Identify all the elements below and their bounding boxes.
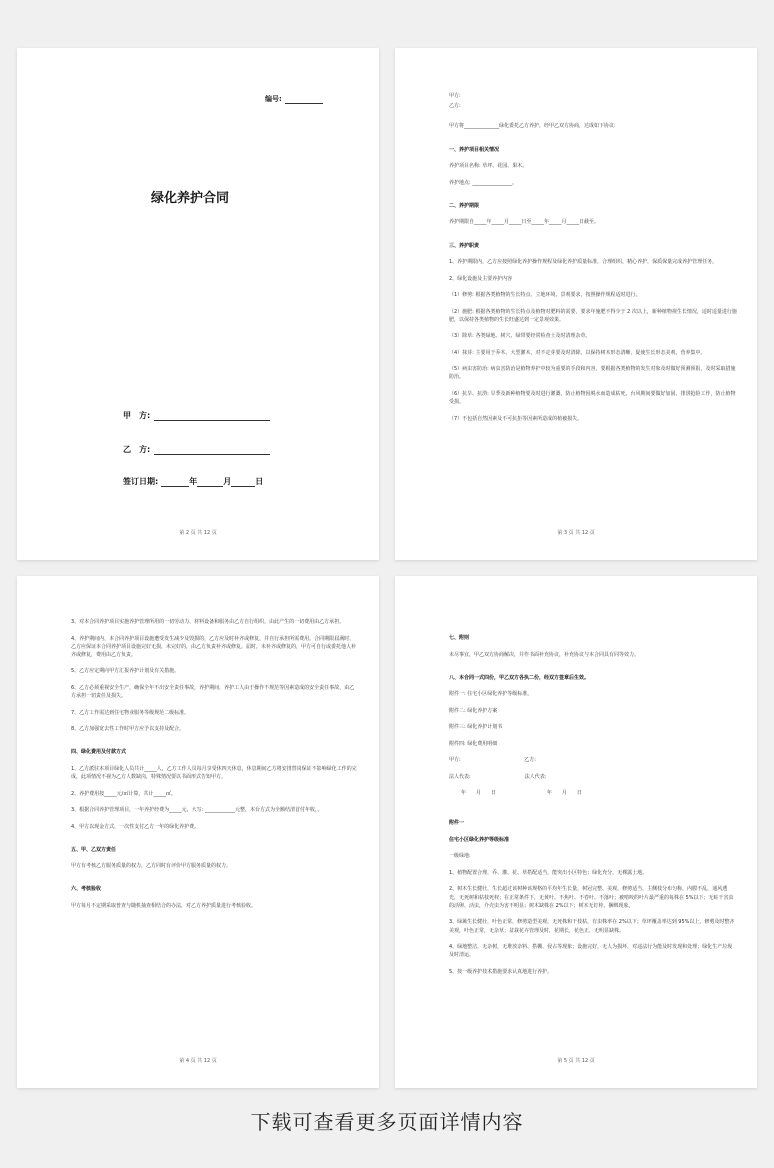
appendix-title: 住宅小区绿化养护等级标准 [449,836,510,843]
page-footer: 第 3 页 共 12 页 [557,530,595,536]
page-body [71,618,359,918]
intro-paragraph: 甲方将______________绿化委托乙方养护，经甲乙双方协商，达成如下协议: [449,123,616,130]
party-b-label: 乙 方: [123,445,151,454]
page-body [449,634,737,984]
contract-number-label: 编号: [265,95,282,103]
paragraph: 养护地点: ________________。 [449,179,518,186]
paragraph: 6、乙方必须重视安全生产，确保全年不出安全责任事故，养护期间，养护工人由于操作不规范等因素造成的安全责任事故，由乙方承担一切责任及损失。 [71,684,355,700]
attachment-item: 附件三: 绿化养护计划书 [449,724,503,731]
paragraph: （5）病虫害防治: 病虫害防治是植物养护中较为重要的手段和内容，要根据各类植物的发生对象及时做好预测预报，及时采取措施防治。 [449,366,736,381]
paragraph: 甲方有考核乙方服务质量的权力，乙方同时有评价甲方服务质量的权力。 [71,863,232,870]
paragraph: （4）抹芽: 主要用于乔木、大型灌木，对不定芽要及时清除，以保持树木形态清晰，促使生长形态美观，营养集中。 [449,349,706,356]
party-b-field: 乙方: [449,103,461,110]
paragraph: 5、按一级养护技术措施要求认真地进行养护。 [449,968,553,975]
paragraph: （6）抗旱、抗涝: 旱季及新种植物要及时进行灌溉，防止植物因脱水而造成枯死，台风期间要做好加固、排涝抢险工作，防止植物受损。 [449,390,736,406]
day-label: 日 [255,477,264,486]
year-label: 年 [189,477,198,486]
paragraph: 1、植物配置合理，乔、灌、花、草搭配适当，能突出小区特色；绿化充分，无裸露土地。 [449,869,648,876]
paragraph: 1、乙方派驻本项目绿化人员共计_____人，乙方工作人员每月享受休四天休息，休息期间乙方将安排替岗保证不影响绿化工作的完成，此项情况不视为乙方人数缺岗，特殊情况要以书面形式告知甲方。 [71,765,357,781]
party-a-label: 甲 方: [123,411,151,420]
paragraph: 甲方每月不定期采取普查与随机抽查相结合的办法，对乙方养护质量进行考核验收。 [71,902,257,909]
paragraph: （2）施肥: 根据各类植物的生长特点及植物对肥料的需要，要求年施肥不得少于 2 次以上，新种植物视生长情况，适时适量进行施肥，以保持各类植物的生长旺盛达到一定景观效果。 [449,308,737,323]
paragraph: 5、乙方应定期向甲方汇报养护计划及有关措施。 [71,668,180,675]
page-footer: 第 2 页 共 12 页 [179,530,217,536]
paragraph: （1）修剪: 根据各类植物的生长特点、立地环境、景观要求，按照操作规程适时进行。 [449,292,641,299]
section-heading: 四、绿化费用及付款方式 [71,749,127,756]
document-page-3 [17,576,379,1088]
party-a-line [123,410,270,421]
paragraph: 4、绿地整洁，无杂树，无堆放杂料、搭棚、侵占等现象；设施完好，无人为损坏，对违法行为能及时发现和处理；绿化生产垃圾及时清运。 [449,944,733,959]
download-more-caption[interactable]: 下载可查看更多页面详情内容 [250,1110,524,1134]
party-b-line [123,444,270,455]
party-a-field: 甲方: [449,93,461,99]
paragraph: 3、绿篱生长健壮，叶色正常，修剪造型美观，无死株和干枝枯，有虫株率在 2%以下；草坪覆盖率达到 95%以上，修剪及时整齐美观，叶色正常，无杂草；盆栽花卉管理及时，花期长，花色正，无明显缺株。 [449,919,735,934]
appendix-heading: 附件一 [449,820,465,827]
signature-parties: 甲方: 乙方: [449,757,536,764]
month-label: 月 [223,477,232,486]
paragraph: 7、乙方工作需达到住宅物业服务等级规范二级标准。 [71,709,190,716]
contract-number [265,94,323,104]
paragraph: 1、养护期限内，乙方应按照绿化养护操作规程及绿化养护质量标准，合理组织，精心养护，保质保量完成养护管理任务。 [449,259,718,266]
paragraph: 养护期限自_____年_____月_____日至_____年_____月_____日截至。 [449,219,600,226]
paragraph: 4、甲方以现金方式，一次性支付乙方一年的绿化养护费。 [71,823,200,830]
signature-dates: 年 月 日 年 月 日 [461,790,582,797]
section-heading: 六、考核验收 [71,886,102,893]
paragraph: （3）除草: 各类绿地、树穴、绿带要经常检查土及时清理杂草。 [449,333,591,340]
section-heading: 七、附则 [449,635,470,641]
attachment-item: 附件二: 绿化养护方案 [449,707,498,714]
paragraph: 2、养护费用按_____元/㎡计算，共计_____㎡。 [71,790,176,797]
document-page-2 [395,48,757,560]
contract-title: 绿化养护合同 [151,191,230,206]
paragraph: 3、根据合同养护管理项目，一年养护经费为_____元，大写: ____________元整，本台方式为全额结清首付年收，。 [71,807,323,814]
sign-date-label: 签订日期: [123,477,159,486]
paragraph: 3、对本合同养护项目实施养护管理所用的一切劳动力、材料设备和服务由乙方自行组织，由此产生的一切费用由乙方承担。 [71,619,345,625]
section-heading: 八、本合同一式四份，甲乙双方各执二份，经双方签章后生效。 [449,674,590,681]
section-heading: 一、养护项目相关情况 [449,146,500,153]
signature-representatives: 法人代表: 法人代表: [449,773,547,780]
paragraph: 2、树木生长健壮，生长超过该树种该规格的平均年生长量，树冠完整、美观，修剪适当，主侧枝分布匀称，内膛不乱，通风透光，无死树和枯枝死杈；在正常条件下，无黄叶、不焦叶、不卷叶、不落叶；被啃咬的叶片最严重的每株在 5%以下；无蛀干害虫的活卵、活虫，介壳虫为害不明显；树木缺株在 2%以下；树木无钉栓、捆绑现象。 [449,886,734,909]
contract-number-blank [285,103,323,104]
paragraph: （7）不包括自然因素及不可抗拒等因素所造成的植被损失。 [449,415,583,422]
paragraph: 未尽事宜，甲乙双方协商解决，并作书面补充协议，补充协议与本合同具有同等效力。 [449,651,640,658]
section-heading: 三、养护职责 [449,242,480,249]
section-heading: 二、养护期限 [449,202,480,209]
section-heading: 五、甲、乙双方责任 [71,846,117,853]
paragraph: 8、乙方加强宽去性工作时甲方应予以支持及配合。 [71,726,185,733]
document-page-4 [395,576,757,1088]
paragraph: 一级绿地: [449,853,471,860]
paragraph: 养护项目名称: 草坪、花园、果木。 [449,163,528,170]
attachment-item: 附件四: 绿化费用明细 [449,740,498,747]
document-page-cover [17,48,379,560]
page-body [449,92,737,431]
sign-date-line [123,476,263,487]
paragraph: 4、养护期间内，本合同养护项目设施遭受发生减少及毁损的，乙方应及时补齐或修复，并自行承担所需费用。合同期限届满时，乙方应保证本合同养护项目设施完好无损，未完好的，由乙方负责补齐或修复。届时，未补齐或修复的，甲方可自行或委托他人补齐或修复，费用由乙方负责。 [71,635,357,658]
attachment-item: 附件一: 住宅小区绿化养护等级标准。 [449,691,533,698]
page-footer: 第 4 页 共 12 页 [179,1058,217,1064]
page-footer: 第 5 页 共 12 页 [557,1058,595,1064]
paragraph: 2、绿化设施及主要养护内容 [449,275,513,282]
